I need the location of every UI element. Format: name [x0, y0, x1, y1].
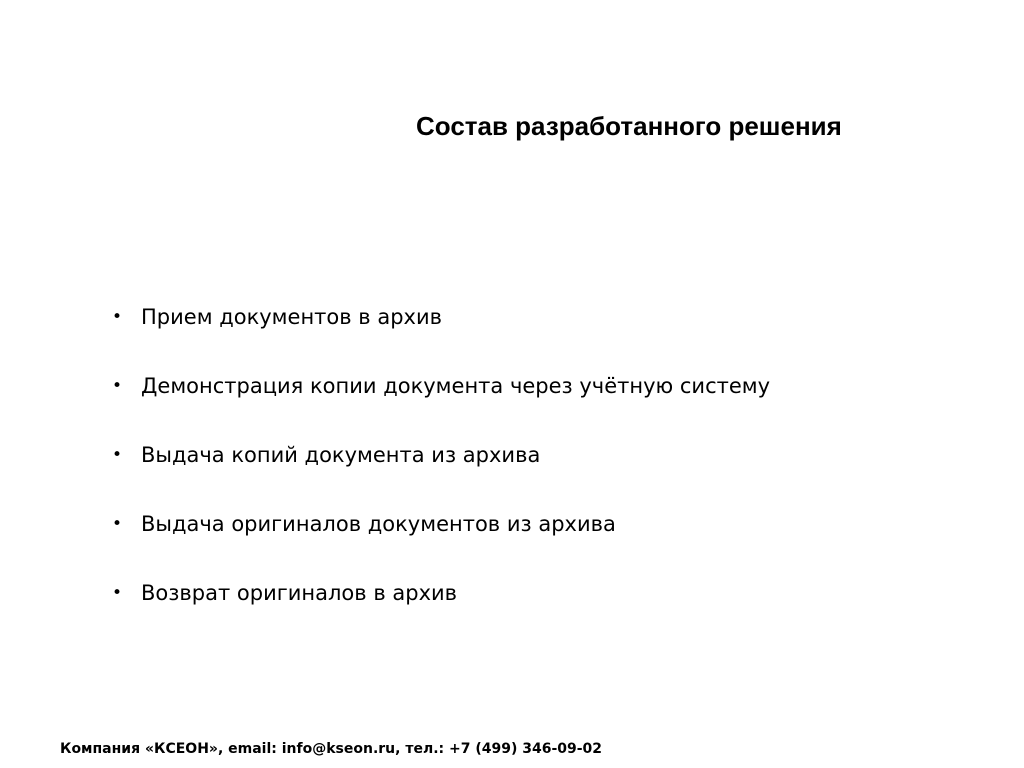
- bullet-dot-icon: •: [112, 445, 123, 465]
- bullet-text: Выдача оригиналов документов из архива: [141, 512, 616, 536]
- bullet-dot-icon: •: [112, 583, 123, 603]
- bullet-text: Прием документов в архив: [141, 305, 443, 329]
- bullet-text: Демонстрация копии документа через учётную систему: [141, 374, 771, 398]
- bullet-list: [112, 300, 770, 645]
- bullet-item: [112, 576, 770, 645]
- bullet-item: [112, 369, 770, 438]
- bullet-item: [112, 300, 770, 369]
- bullet-dot-icon: •: [112, 514, 123, 534]
- bullet-dot-icon: •: [112, 307, 123, 327]
- bullet-item: [112, 438, 770, 507]
- footer-contact: Компания «КСЕОН», email: info@kseon.ru, тел.: +7 (499) 346-09-02: [60, 741, 603, 757]
- bullet-item: [112, 507, 770, 576]
- bullet-text: Возврат оригиналов в архив: [141, 581, 458, 605]
- slide-title: Состав разработанного решения: [416, 111, 842, 141]
- bullet-text: Выдача копий документа из архива: [141, 443, 541, 467]
- bullet-dot-icon: •: [112, 376, 123, 396]
